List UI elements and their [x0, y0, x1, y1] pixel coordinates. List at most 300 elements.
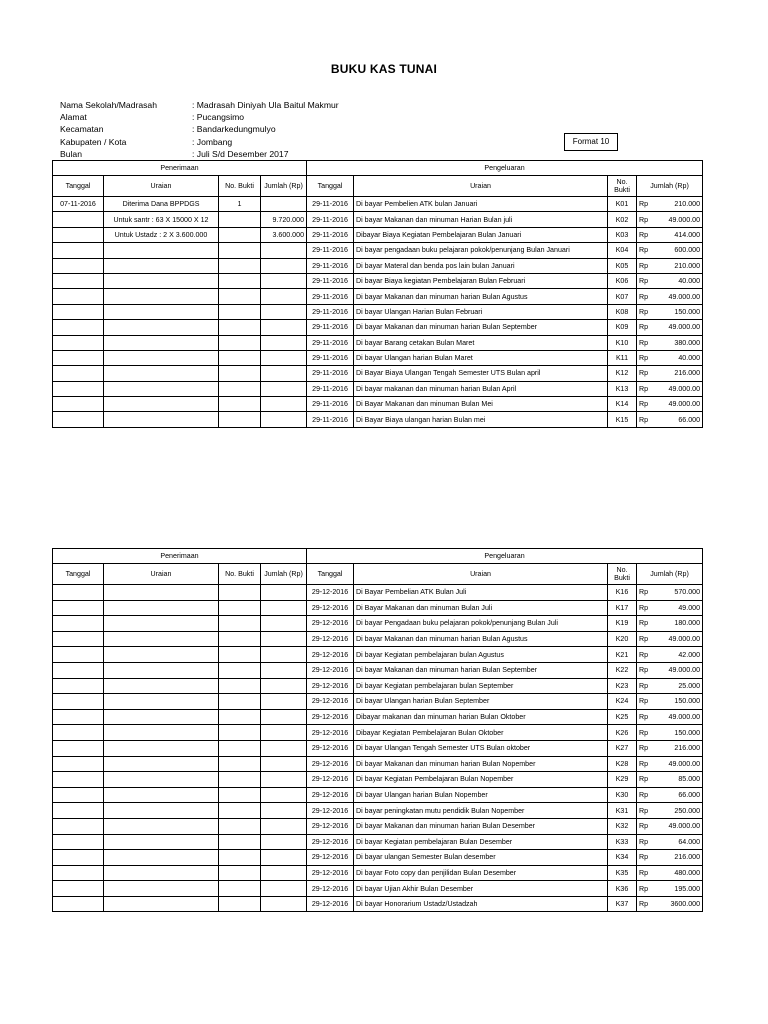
receipt-description: [104, 350, 219, 365]
col-uraian: Uraian: [104, 176, 219, 197]
expense-date: 29-11-2016: [307, 412, 354, 427]
expense-date: 29-12-2016: [307, 616, 354, 632]
expense-date: 29-12-2016: [307, 834, 354, 850]
col-no-bukti-out: No. Bukti: [608, 176, 637, 197]
expense-description: Di bayar Makanan dan minuman Harian Bulan juli: [354, 212, 608, 227]
table-row: [53, 616, 703, 632]
table-row: [53, 803, 703, 819]
amount-value: 25.000: [678, 681, 701, 690]
currency-label: Rp: [639, 384, 649, 393]
expense-description: Dibayar Kegiatan Pembelajaran Bulan Oktober: [354, 725, 608, 741]
table-row: [53, 647, 703, 663]
expense-date: 29-12-2016: [307, 600, 354, 616]
table-row: [53, 320, 703, 335]
amount-cell: [637, 289, 703, 304]
receipt-description: Untuk santr : 63 X 15000 X 12: [104, 212, 219, 227]
receipt-description: [104, 273, 219, 288]
expense-description: Di Bayar Biaya ulangan harian Bulan mei: [354, 412, 608, 427]
amount-value: 250.000: [674, 806, 701, 815]
currency-label: Rp: [639, 681, 649, 690]
table-row: [53, 600, 703, 616]
currency-label: Rp: [639, 806, 649, 815]
receipt-no: [219, 631, 261, 647]
receipt-amount: [261, 772, 307, 788]
receipt-no: [219, 397, 261, 412]
expense-date: 29-12-2016: [307, 772, 354, 788]
receipt-date: [53, 366, 104, 381]
expense-no: K14: [608, 397, 637, 412]
receipt-amount: [261, 694, 307, 710]
receipt-date: [53, 725, 104, 741]
receipt-description: [104, 834, 219, 850]
receipt-no: [219, 756, 261, 772]
identity-row: [60, 111, 339, 123]
expense-date: 29-11-2016: [307, 197, 354, 212]
receipt-date: [53, 412, 104, 427]
table-row: [53, 585, 703, 601]
amount-value: 150.000: [674, 728, 701, 737]
receipt-no: [219, 850, 261, 866]
amount-cell: [637, 600, 703, 616]
currency-label: Rp: [639, 261, 649, 270]
amount-value: 64.000: [678, 837, 701, 846]
identity-row: [60, 99, 339, 111]
identity-row: [60, 123, 339, 135]
amount-cell: [637, 787, 703, 803]
receipt-date: [53, 289, 104, 304]
receipt-date: [53, 631, 104, 647]
col-uraian: Uraian: [104, 564, 219, 585]
identity-value: : Pucangsimo: [192, 112, 245, 123]
currency-label: Rp: [639, 822, 649, 831]
receipt-description: [104, 366, 219, 381]
amount-cell: [637, 304, 703, 319]
amount-cell: [637, 772, 703, 788]
amount-cell: [637, 273, 703, 288]
table-row: [53, 740, 703, 756]
expense-no: K27: [608, 740, 637, 756]
table-row: [53, 896, 703, 912]
amount-cell: [637, 335, 703, 350]
expense-no: K20: [608, 631, 637, 647]
expense-description: Di bayar Pembelien ATK bulan Januari: [354, 197, 608, 212]
currency-label: Rp: [639, 900, 649, 909]
expense-no: K03: [608, 227, 637, 242]
amount-cell: [637, 350, 703, 365]
expense-date: 29-12-2016: [307, 787, 354, 803]
col-jumlah-out: Jumlah (Rp): [637, 176, 703, 197]
currency-label: Rp: [639, 354, 649, 363]
table-row: [53, 412, 703, 427]
receipt-description: [104, 896, 219, 912]
amount-cell: [637, 397, 703, 412]
table-row: [53, 227, 703, 242]
expense-date: 29-12-2016: [307, 709, 354, 725]
expense-description: Di bayar Makanan dan minuman harian Bulan Agustus: [354, 289, 608, 304]
receipt-amount: [261, 803, 307, 819]
expense-description: Di bayar Makanan dan minuman harian Bulan Agustus: [354, 631, 608, 647]
receipt-amount: [261, 304, 307, 319]
receipt-amount: [261, 412, 307, 427]
col-jumlah: Jumlah (Rp): [261, 176, 307, 197]
amount-cell: [637, 756, 703, 772]
receipt-no: [219, 725, 261, 741]
receipt-amount: 9.720.000: [261, 212, 307, 227]
amount-cell: [637, 412, 703, 427]
currency-label: Rp: [639, 323, 649, 332]
receipt-no: [219, 335, 261, 350]
table-row: [53, 756, 703, 772]
receipt-description: [104, 600, 219, 616]
currency-label: Rp: [639, 277, 649, 286]
expense-date: 29-11-2016: [307, 212, 354, 227]
receipt-amount: [261, 631, 307, 647]
expense-description: Di bayar Ulangan Tengah Semester UTS Bulan oktober: [354, 740, 608, 756]
identity-value: : Juli S/d Desember 2017: [192, 148, 289, 159]
amount-cell: [637, 381, 703, 396]
expense-date: 29-11-2016: [307, 335, 354, 350]
receipt-date: [53, 350, 104, 365]
receipt-date: [53, 787, 104, 803]
receipt-description: [104, 787, 219, 803]
amount-value: 216.000: [674, 744, 701, 753]
amount-value: 49.000.00: [668, 215, 701, 224]
receipt-no: [219, 304, 261, 319]
amount-value: 380.000: [674, 338, 701, 347]
receipt-description: Diterima Dana BPPDGS: [104, 197, 219, 212]
expense-description: Di bayar Kegiatan pembelajaran bulan September: [354, 678, 608, 694]
expense-date: 29-12-2016: [307, 896, 354, 912]
expense-no: K06: [608, 273, 637, 288]
expense-no: K07: [608, 289, 637, 304]
receipt-date: [53, 662, 104, 678]
expense-description: Di bayar Ulangan Harian Bulan Februari: [354, 304, 608, 319]
receipt-description: [104, 243, 219, 258]
receipt-amount: [261, 787, 307, 803]
col-uraian-out: Uraian: [354, 176, 608, 197]
identity-label: Kecamatan: [60, 124, 104, 135]
school-identity: [60, 99, 339, 160]
expense-date: 29-12-2016: [307, 881, 354, 897]
receipt-amount: [261, 600, 307, 616]
amount-value: 480.000: [674, 868, 701, 877]
amount-value: 49.000.00: [668, 759, 701, 768]
cash-book-table-1: [52, 160, 703, 428]
receipt-amount: [261, 350, 307, 365]
table-row: [53, 289, 703, 304]
receipt-amount: [261, 616, 307, 632]
table-row: [53, 662, 703, 678]
currency-label: Rp: [639, 246, 649, 255]
expense-description: Di bayar Kegiatan pembelajaran Bulan Desember: [354, 834, 608, 850]
receipt-description: [104, 865, 219, 881]
identity-label: Kabupaten / Kota: [60, 136, 127, 147]
currency-label: Rp: [639, 666, 649, 675]
expense-no: K23: [608, 678, 637, 694]
receipt-amount: [261, 834, 307, 850]
receipt-date: [53, 600, 104, 616]
col-jumlah: Jumlah (Rp): [261, 564, 307, 585]
expense-description: Di bayar Makanan dan minuman harian Bulan September: [354, 320, 608, 335]
currency-label: Rp: [639, 728, 649, 737]
receipt-amount: [261, 709, 307, 725]
receipt-no: 1: [219, 197, 261, 212]
amount-cell: [637, 740, 703, 756]
receipt-description: [104, 694, 219, 710]
expense-no: K28: [608, 756, 637, 772]
amount-value: 49.000.00: [668, 635, 701, 644]
receipt-description: [104, 772, 219, 788]
expense-date: 29-12-2016: [307, 647, 354, 663]
expense-no: K36: [608, 881, 637, 897]
receipt-amount: [261, 258, 307, 273]
expense-date: 29-12-2016: [307, 585, 354, 601]
amount-value: 49.000: [678, 603, 701, 612]
col-tanggal-out: Tanggal: [307, 564, 354, 585]
expense-date: 29-12-2016: [307, 725, 354, 741]
expense-no: K29: [608, 772, 637, 788]
currency-label: Rp: [639, 415, 649, 424]
amount-value: 40.000: [678, 277, 701, 286]
receipt-date: [53, 304, 104, 319]
expense-description: Di bayar Barang cetakan Bulan Maret: [354, 335, 608, 350]
cash-book-table-2: [52, 548, 703, 912]
expense-description: Di Bayar Makanan dan minuman Bulan Mei: [354, 397, 608, 412]
receipt-no: [219, 818, 261, 834]
expense-date: 29-12-2016: [307, 865, 354, 881]
receipt-amount: [261, 865, 307, 881]
currency-label: Rp: [639, 697, 649, 706]
expense-no: K05: [608, 258, 637, 273]
receipt-date: [53, 896, 104, 912]
table-row: [53, 787, 703, 803]
amount-cell: [637, 694, 703, 710]
expense-no: K25: [608, 709, 637, 725]
receipt-amount: [261, 289, 307, 304]
receipt-no: [219, 212, 261, 227]
expense-date: 29-12-2016: [307, 662, 354, 678]
amount-cell: [637, 227, 703, 242]
table-row: [53, 397, 703, 412]
expense-description: Di Bayar Makanan dan minuman Bulan Juli: [354, 600, 608, 616]
expense-date: 29-12-2016: [307, 818, 354, 834]
currency-label: Rp: [639, 369, 649, 378]
expense-description: Di Bayar Biaya Ulangan Tengah Semester UTS Bulan april: [354, 366, 608, 381]
expense-description: Di bayar Biaya kegiatan Pembelajaran Bulan Februari: [354, 273, 608, 288]
amount-cell: [637, 647, 703, 663]
amount-cell: [637, 678, 703, 694]
expense-date: 29-12-2016: [307, 678, 354, 694]
receipt-description: [104, 258, 219, 273]
penerimaan-header: Penerimaan: [53, 161, 307, 176]
receipt-description: [104, 803, 219, 819]
expense-description: Di bayar Kegiatan Pembelajaran Bulan Nopember: [354, 772, 608, 788]
receipt-date: [53, 834, 104, 850]
currency-label: Rp: [639, 603, 649, 612]
receipt-no: [219, 412, 261, 427]
amount-cell: [637, 585, 703, 601]
amount-value: 49.000.00: [668, 323, 701, 332]
expense-no: K02: [608, 212, 637, 227]
currency-label: Rp: [639, 775, 649, 784]
col-tanggal: Tanggal: [53, 176, 104, 197]
format-label: Format 10: [564, 133, 618, 151]
receipt-date: [53, 678, 104, 694]
currency-label: Rp: [639, 292, 649, 301]
table-row: [53, 631, 703, 647]
amount-value: 216.000: [674, 853, 701, 862]
receipt-date: [53, 756, 104, 772]
expense-date: 29-11-2016: [307, 304, 354, 319]
receipt-date: [53, 320, 104, 335]
expense-no: K21: [608, 647, 637, 663]
expense-description: Di Bayar Pembelian ATK Bulan Juli: [354, 585, 608, 601]
currency-label: Rp: [639, 884, 649, 893]
currency-label: Rp: [639, 791, 649, 800]
penerimaan-header: Penerimaan: [53, 549, 307, 564]
receipt-no: [219, 647, 261, 663]
expense-description: Di bayar Kegiatan pembelajaran bulan Agustus: [354, 647, 608, 663]
table-row: [53, 366, 703, 381]
receipt-date: [53, 694, 104, 710]
expense-description: Di bayar Makanan dan minuman harian Bulan September: [354, 662, 608, 678]
expense-no: K16: [608, 585, 637, 601]
table-row: [53, 694, 703, 710]
amount-cell: [637, 803, 703, 819]
pengeluaran-header: Pengeluaran: [307, 161, 703, 176]
expense-date: 29-11-2016: [307, 243, 354, 258]
expense-no: K35: [608, 865, 637, 881]
receipt-date: [53, 818, 104, 834]
table-row: [53, 381, 703, 396]
amount-cell: [637, 320, 703, 335]
receipt-amount: [261, 273, 307, 288]
amount-cell: [637, 881, 703, 897]
currency-label: Rp: [639, 759, 649, 768]
receipt-date: [53, 740, 104, 756]
amount-cell: [637, 865, 703, 881]
expense-date: 29-11-2016: [307, 350, 354, 365]
currency-label: Rp: [639, 200, 649, 209]
identity-value: : Bandarkedungmulyo: [192, 124, 276, 135]
table-row: [53, 304, 703, 319]
amount-cell: [637, 631, 703, 647]
currency-label: Rp: [639, 837, 649, 846]
amount-cell: [637, 834, 703, 850]
receipt-amount: [261, 647, 307, 663]
receipt-amount: [261, 818, 307, 834]
currency-label: Rp: [639, 744, 649, 753]
receipt-description: [104, 304, 219, 319]
expense-date: 29-11-2016: [307, 366, 354, 381]
amount-value: 49.000.00: [668, 666, 701, 675]
expense-date: 29-11-2016: [307, 227, 354, 242]
receipt-description: Untuk Ustadz : 2 X 3.600.000: [104, 227, 219, 242]
table-row: [53, 273, 703, 288]
receipt-description: [104, 647, 219, 663]
amount-cell: [637, 896, 703, 912]
table-row: [53, 212, 703, 227]
expense-no: K33: [608, 834, 637, 850]
receipt-no: [219, 662, 261, 678]
receipt-description: [104, 725, 219, 741]
receipt-no: [219, 585, 261, 601]
receipt-amount: [261, 740, 307, 756]
expense-no: K31: [608, 803, 637, 819]
amount-value: 414.000: [674, 230, 701, 239]
amount-value: 216.000: [674, 369, 701, 378]
receipt-amount: [261, 662, 307, 678]
expense-no: K01: [608, 197, 637, 212]
receipt-no: [219, 243, 261, 258]
receipt-description: [104, 289, 219, 304]
expense-no: K11: [608, 350, 637, 365]
expense-description: Di bayar Pengadaan buku pelajaran pokok/penunjang Bulan Juli: [354, 616, 608, 632]
page-title: BUKU KAS TUNAI: [330, 62, 438, 76]
receipt-amount: [261, 678, 307, 694]
identity-value: : Madrasah Diniyah Ula Baitul Makmur: [192, 100, 339, 110]
receipt-description: [104, 616, 219, 632]
col-no-bukti-out: No. Bukti: [608, 564, 637, 585]
table-row: [53, 772, 703, 788]
expense-date: 29-11-2016: [307, 273, 354, 288]
receipt-no: [219, 289, 261, 304]
table-row: [53, 818, 703, 834]
receipt-description: [104, 335, 219, 350]
table-row: [53, 197, 703, 212]
amount-cell: [637, 662, 703, 678]
receipt-description: [104, 412, 219, 427]
amount-value: 570.000: [674, 588, 701, 597]
receipt-date: [53, 381, 104, 396]
expense-date: 29-12-2016: [307, 850, 354, 866]
receipt-date: 07-11-2016: [53, 197, 104, 212]
receipt-description: [104, 740, 219, 756]
currency-label: Rp: [639, 713, 649, 722]
col-tanggal: Tanggal: [53, 564, 104, 585]
amount-cell: [637, 709, 703, 725]
receipt-date: [53, 647, 104, 663]
receipt-no: [219, 381, 261, 396]
receipt-description: [104, 818, 219, 834]
expense-date: 29-11-2016: [307, 397, 354, 412]
receipt-description: [104, 397, 219, 412]
receipt-date: [53, 585, 104, 601]
receipt-date: [53, 803, 104, 819]
expense-no: K13: [608, 381, 637, 396]
expense-no: K04: [608, 243, 637, 258]
receipt-no: [219, 772, 261, 788]
receipt-no: [219, 350, 261, 365]
table-row: [53, 350, 703, 365]
expense-date: 29-12-2016: [307, 740, 354, 756]
amount-value: 66.000: [678, 791, 701, 800]
table-row: [53, 258, 703, 273]
expense-date: 29-12-2016: [307, 631, 354, 647]
expense-no: K26: [608, 725, 637, 741]
receipt-amount: [261, 335, 307, 350]
amount-value: 49.000.00: [668, 822, 701, 831]
expense-no: K24: [608, 694, 637, 710]
expense-no: K37: [608, 896, 637, 912]
table-row: [53, 850, 703, 866]
amount-value: 195.000: [674, 884, 701, 893]
currency-label: Rp: [639, 868, 649, 877]
col-no-bukti: No. Bukti: [219, 176, 261, 197]
identity-row: [60, 148, 339, 160]
currency-label: Rp: [639, 853, 649, 862]
expense-no: K34: [608, 850, 637, 866]
